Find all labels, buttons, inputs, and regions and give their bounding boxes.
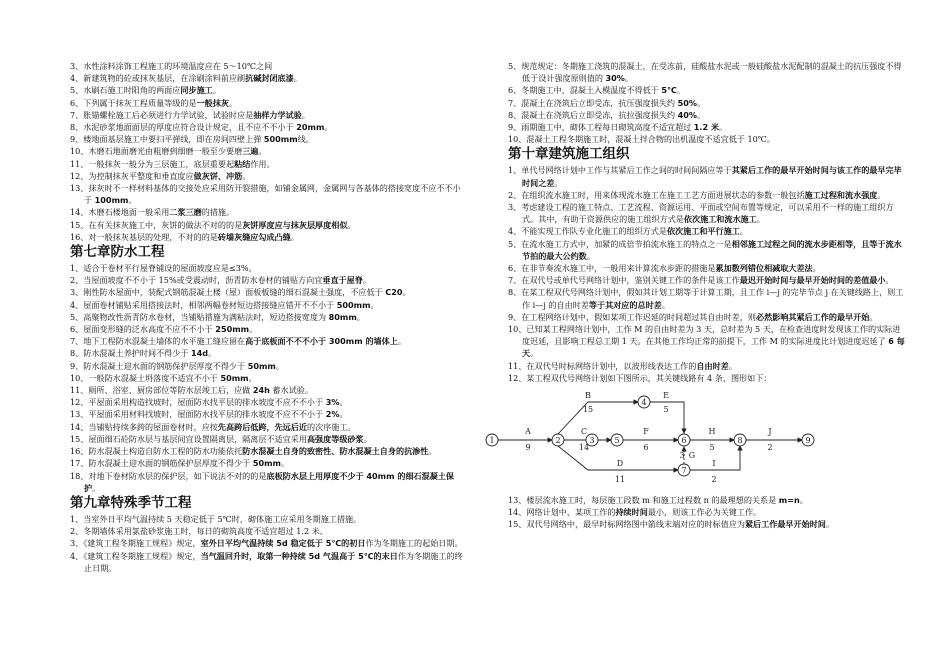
question-text: 作为冬期施工的终止日期。 [84,550,463,573]
question-text: 12、平屋面采用构造找坡时，屋面防水找平层的排水坡度不应不不小于 [70,397,326,408]
answer-text: 持续时间 [615,507,648,518]
question-text: 。 [248,372,257,383]
question-text: 4、《建筑工程冬期施工规程》规定， [70,550,201,561]
activity-name: F [643,427,649,437]
question-text: 15、屋面细石砼防水层与基层间宜设置隔离层，隔离层不适宜采用 [70,433,307,444]
question-text: 10、已知某工程网络计划中，工作 M 的自由时差为 3 天，总时差为 5 天，在检查进度时发现该工作的实际进度迟延，且影响工程总工期 1 天。在其他工作均正常的前提下，工作 M 的实际进度比计划进度迟延了 [508,324,901,347]
question-text: 作为冬期施工的起始日期。 [365,538,463,549]
answer-text: 自由时差 [696,360,729,371]
list-item [508,494,908,506]
activity-duration: 9 [525,443,531,453]
network-diagram [489,388,908,488]
question-text: 。 [661,299,670,310]
question-text: 。 [339,409,348,420]
chapter-10-items [508,164,908,384]
list-item [70,299,465,311]
question-text: 9、在工程网络计划中，假如某项工作迟延的时间超过其自由时差，则 [508,311,756,322]
answer-text: 250mm [215,324,250,335]
question-text: 13、抹灰时不一样材料基体的交接处应采用防开裂措施，如铺金属网，金属网与各基体的搭接宽度不应不不小于 [70,183,461,206]
list-item [70,121,465,133]
list-item [70,457,465,469]
question-text: 7、胀锚螺栓施工后必须进行力学试验，试验时应是 [70,109,254,120]
question-text: 。 [242,170,251,181]
question-text: 线。 [297,134,314,145]
question-text: 。 [586,250,595,261]
list-item [508,274,908,286]
list-item [70,60,465,72]
question-text: 。 [370,299,379,310]
list-item [70,72,465,84]
chapter-9-items [70,513,465,574]
answer-text: 砖墙灰缝应勾成凸缝 [217,231,291,242]
activity-duration: 14 [578,443,590,453]
network-node-label: 8 [737,436,743,446]
answer-text: 当气温回升时，取第一种持续 5d 气温高于 5℃的末日 [200,550,398,561]
chapter-7-heading: 第七章防水工程 [70,244,165,261]
question-text: 11、厕所、浴室、厨房部位等防水层竣工后，应做 [70,385,253,396]
list-item [70,97,465,109]
list-item [508,372,908,384]
question-text: 1、当室外日平均气温持续 5 天稳定低于 5℃时，砌体施工应采用冬期施工措施。 [70,513,362,524]
question-text: 作用。 [250,158,275,169]
question-text: 3、水性涂料涂饰工程施工的环境温度应在 5～10℃之间 [70,61,273,71]
answer-text: 40% [677,109,697,120]
question-text: 5、规范规定：冬期施工浇筑的混凝土，在受冻前，硅酸盐水泥或一般硅酸盐水泥配制的混凝土的抗压强度不得低于设计强度原则值的 [508,61,902,84]
list-item [70,470,465,494]
question-text: 最小，则该工作必为关键工作。 [647,507,762,518]
winter-items [508,60,908,145]
question-text: 。 [258,146,267,157]
question-text: 。 [293,73,302,84]
answer-text: 相邻施工过程之间的流水步距相等，且等于流水节拍的最大公约数 [522,238,902,261]
question-text: 。 [248,263,257,274]
answer-text: m=n [778,495,800,506]
question-text: 。 [869,311,878,322]
question-text: 。 [624,73,633,84]
question-text: 8、防水混凝土养护时间不得少于 [70,348,192,359]
question-text: 。 [756,214,765,225]
list-item [508,286,908,310]
question-text: 。 [554,177,563,188]
question-text: 。 [362,275,371,286]
answer-text: 80mm [328,311,357,322]
question-text: 。 [696,97,706,108]
activity-duration: 3 [679,451,685,461]
answer-text: 50% [677,97,697,108]
question-text: 。 [301,109,310,120]
question-text: 12、某工程双代号网络计划如下图所示，其关键线路有 4 条，图形如下： [508,372,772,383]
list-item [70,550,465,574]
answer-text: 依次施工和流水施工 [683,214,757,225]
list-item [70,396,465,408]
list-item [70,408,465,420]
question-text: 10、混凝土工程冬期施工时，混凝土拌合物的出机温度不适宜低于 10℃。 [508,134,775,145]
answer-text: 其紧后工作的最早开始时间与该工作的最早完毕时间之差 [522,165,902,188]
question-text: 。 [719,122,728,133]
question-text: 7、混凝土在浇筑后立即受冻，抗压强度损失约 [508,97,678,108]
question-text: 3、考虑建设工程的施工特点、工艺流程、资源运用、平面或空间布置等规定，可以采用不一样的施工组织方式。其中，有助于资源供应的施工组织方式是 [508,202,894,225]
answer-text: 高强度等级砂浆 [306,433,364,444]
answer-text: 室外日平均气温持续 5d 稳定低于 5℃的初日 [200,538,366,549]
question-text: 。 [339,397,348,408]
answer-text: 必然影响其紧后工作的最早开始 [755,311,870,322]
list-item [70,262,465,274]
answer-text: 施工过程和流水强度 [804,189,878,200]
list-item [508,262,908,274]
arrow-b [558,402,638,437]
question-text: 6、下列属于抹灰工程质量等级的是 [70,97,197,108]
question-text: 。 [212,85,221,96]
list-item [508,60,908,84]
list-item [70,323,465,335]
answer-text: 等于其对应的总时差 [588,299,662,310]
question-text: 8、混凝土在浇筑后立即受冻，抗拉强度损失约 [508,109,678,120]
question-text: 14、木磨石楼地面一般采用 [70,207,170,218]
question-text: 9、雨期施工中，砌体工程每日砌筑高度不适宜超过 [508,122,694,133]
chapter-7-items [70,262,465,494]
question-text: 5、在流水施工方式中，加紧的成倍节拍流水施工的特点之一是 [508,238,732,249]
answer-text: 500mm [336,299,371,310]
answer-text: 同步施工 [180,85,213,96]
answer-text: 粘结 [234,158,251,169]
question-text: 13、平屋面采用材料找坡时，屋面防水找平层的排水坡度不应不不小于 [70,409,326,420]
question-text: 。 [92,482,101,493]
question-text: 。 [347,219,356,230]
network-node-label: 7 [681,466,687,476]
answer-text: 紧后工作最早开始时间 [744,519,826,530]
question-text: 。 [402,287,411,298]
activity-name: A [525,427,531,437]
activity-name: C [580,427,588,437]
list-item [70,109,465,121]
network-node-label: 9 [805,436,811,446]
answer-text: 二浆三磨 [169,207,202,218]
chapter-10-items-continued [508,494,908,531]
list-item [508,225,908,237]
answer-text: 防水混凝土自身的致密性、防水混凝土自身的抗渗性 [242,446,429,457]
list-item [70,219,465,231]
question-text: 9、楼地面基层施工中要扫平弹线，即在房间四壁上弹 [70,134,264,145]
answer-text: 500mm [263,134,298,145]
list-item [508,311,908,323]
answer-text: 50mm [252,458,281,469]
question-text: 17、防水混凝土迎水面的钢筋保护层厚度不得少于 [70,458,253,469]
list-item [70,206,465,218]
answer-text: 5℃ [661,85,677,96]
network-node-label: 1 [489,436,495,446]
activity-duration: 5 [709,443,715,453]
list-item [508,84,908,96]
list-item [70,133,465,145]
activity-duration: 2 [711,475,717,485]
answer-text: 30% [605,73,625,84]
question-text: 8、在某工程双代号网络计划中，假如其计划工期等于计算工期，且工作 i—j 的完毕节点 j 在关键线路上，则工作 i—j 的自由时差 [508,287,904,310]
list-item [508,109,908,121]
question-text: 。 [128,195,137,206]
left-column [70,60,465,574]
answer-text: 最迟开始时间与最早开始时间的差值最小 [739,275,886,286]
list-item [508,121,908,133]
question-text: 。 [228,97,238,108]
question-text: 11、一般抹灰一般分为三层施工，底层重要起 [70,158,235,169]
list-item [70,286,465,298]
question-text: 。 [696,109,706,120]
list-item [70,231,465,243]
activity-duration: 15 [582,405,594,415]
list-item [508,133,908,145]
question-text: 。 [356,311,365,322]
list-item [508,360,908,372]
question-text: 。 [825,519,834,530]
activity-duration: 5 [663,405,669,415]
question-text: 7、在双代号或单代号网络计划中，鉴别关键工作的条件是该工作 [508,275,740,286]
question-text: 。 [324,122,333,133]
list-item [70,311,465,323]
question-text: 。 [208,348,217,359]
question-text: 4、不能实现工作队专业化施工的组织方式是 [508,226,667,237]
activity-name: E [663,391,669,401]
question-text: 16、对一般抹灰基层的处理，不对的的是 [70,231,218,242]
question-text: 14、当铺贴持续多跨的屋面卷材时，应按 [70,421,218,432]
question-text: 。 [877,189,886,200]
question-text: 10、一般防水混凝土坍落度不适宜不小于 [70,372,221,383]
question-text: 18、对地下卷材防水层的保护层，如下说法不对的的是 [70,470,267,481]
question-text: 。 [799,495,808,506]
activity-name: D [616,459,624,469]
answer-text: 3% [325,397,340,408]
right-column [489,60,908,531]
question-text: 2、冬期墙体采用氯盐砂浆施工时，每日的砌筑高度不适宜超过 1.2 米。 [70,526,328,537]
answer-text: 抽样力学试验 [253,109,302,120]
question-text: 7、地下工程防水混凝土墙体的水平施工缝应留在 [70,336,246,347]
list-item [70,384,465,396]
activity-duration: 6 [643,443,649,453]
question-text: 12、为控制抹灰平整度和垂直度应 [70,170,194,181]
answer-text: 高于底板面不不不小于 300mm 的墙体上 [245,336,398,347]
question-text: 。 [885,275,894,286]
answer-text: 底板防水层上用厚度不少于 40mm 的细石混凝土保护 [84,470,455,493]
painting-items [70,60,465,243]
activity-duration: 2 [767,443,773,453]
list-item [508,189,908,201]
list-item [70,537,465,549]
question-text: 8、水泥砂浆地面面层的厚度应符合设计规定，且不应不不小于 [70,122,297,133]
question-text: 。 [530,348,539,359]
question-text: 15、双代号网络中，最早时标网络图中箭线末端对应的时标值应为 [508,519,745,530]
answer-text: 做灰饼、冲筋 [193,170,243,181]
chapter-9-heading: 第九章特殊季节工程 [70,494,192,511]
question-text: 5、水刷石施工时阳角的两面应 [70,85,181,96]
list-item [508,201,908,225]
answer-text: 24h [252,385,270,396]
answer-text: 先高跨后低跨，先远后近 [217,421,307,432]
list-item [70,445,465,457]
answer-text: 14d [191,348,209,359]
answer-text: 抗碱封闭底漆 [245,73,294,84]
question-text: 4、新建筑物的砼或抹灰基层，在涂刷涂料前应刷 [70,73,246,84]
activity-name: J [768,427,772,437]
question-text: 11、在双代号时标网络计划中，以波形线表达工作的 [508,360,697,371]
activity-name: B [585,391,591,401]
answer-text: 20mm [296,122,325,133]
chapter-10-heading: 第十章建筑施工组织 [508,146,630,163]
question-text: 3、《建筑工程冬期施工规程》规定， [70,538,201,549]
question-text: 13、楼层流水施工时，每层施工段数 m 和施工过程数 n 的最理想的关系是 [508,495,779,506]
list-item [508,164,908,188]
answer-text: 1.2 米 [693,122,720,133]
question-text: 。 [397,336,406,347]
question-text: 。 [728,360,737,371]
question-text: 6、在非节奏流水施工中，一般用来计算流水步距的措施是 [508,263,716,274]
question-text: 14、网络计划中，某项工作的 [508,507,616,518]
question-text: 6、冬期施工中，混凝土入模温度不得低于 [508,85,662,96]
network-node-label: 4 [641,398,647,408]
list-item [508,518,908,530]
question-text: 6、屋面变形缝的泛水高度不应不不小于 [70,324,216,335]
answer-text: 一般抹灰 [196,97,229,108]
list-item [70,433,465,445]
list-item [70,513,465,525]
answer-text: 50mm [247,360,276,371]
answer-text: 垂直于屋脊 [322,275,363,286]
answer-text: 三遍 [242,146,259,157]
activity-name: G [688,451,696,461]
question-text: 2、在组织流水施工时，用来体现流水施工在施工工艺方面进展状态的参数一般包括 [508,189,805,200]
answer-text: C20 [385,287,403,298]
list-item [70,145,465,157]
list-item [70,84,465,96]
list-item [70,525,465,537]
question-text: 2、当屋面坡度不不小于 15%或受震动时，沥青防水卷材的铺贴方向宜 [70,275,323,286]
question-text: 。 [275,360,284,371]
list-item [70,170,465,182]
answer-text: 灰饼厚度应与抹灰层厚度相似 [242,219,348,230]
network-node-label: 6 [681,436,687,446]
question-text: 1、单代号网络计划中工作与其紧后工作之间的时间间隔应等于 [508,165,732,176]
network-node-label: 5 [614,436,620,446]
question-text: 10、木磨石地面磨光由粗磨到细磨一般至少要磨 [70,146,243,157]
answer-text: 100mm [94,195,129,206]
activity-name: H [708,427,716,437]
question-text: 。 [739,226,748,237]
list-item [70,360,465,372]
activity-duration: 11 [614,475,626,485]
question-text: 9、防水混凝土迎水面的钢筋保护层厚度不得少于 [70,360,248,371]
answer-text: 2% [325,409,340,420]
question-text: 4、屋面卷材铺贴采用搭接法时，相邻两幅卷材短边搭接缝应错开不不小于 [70,299,337,310]
list-item [508,323,908,360]
question-text: 3、刚性防水屋面中，装配式钢筋混凝土楼（屋）面板板缝的细石混凝土强度，不应低于 [70,287,386,298]
question-text: 。 [363,433,372,444]
question-text: 。 [290,231,299,242]
list-item [70,274,465,286]
question-text: 。 [812,263,821,274]
question-text: 16、防水混凝土构造自防水工程的防水功能依托 [70,446,243,457]
list-item [70,182,465,206]
list-item [508,506,908,518]
list-item [70,158,465,170]
answer-text: 50mm [220,372,249,383]
list-item [70,335,465,347]
answer-text: 6 每天 [522,336,905,359]
list-item [70,421,465,433]
question-text: 的措施。 [201,207,235,218]
question-text: 。 [676,85,685,96]
question-text: 蓄水试验。 [269,385,313,396]
network-node-label: 3 [589,436,595,446]
question-text: 5、高聚物改性沥青防水卷材，当铺贴措施为满粘法时，短边搭接宽度为 [70,311,329,322]
list-item [70,372,465,384]
question-text: 15、在有关抹灰施工中，灰饼的做法不对的的是 [70,219,243,230]
question-text: 。 [280,458,290,469]
list-item [70,347,465,359]
question-text: 。 [428,446,437,457]
answer-text: 累加数列错位相减取大差法 [715,263,813,274]
list-item [508,238,908,262]
question-text: 的次序施工。 [306,421,356,432]
question-text: 。 [249,324,258,335]
network-node-label: 2 [555,436,561,446]
activity-name: I [712,459,716,469]
question-text: 1、适合于卷材平行屋脊铺设的屋面坡度应是≤3% [70,263,249,274]
answer-text: 依次施工和平行施工 [666,226,740,237]
list-item [508,97,908,109]
